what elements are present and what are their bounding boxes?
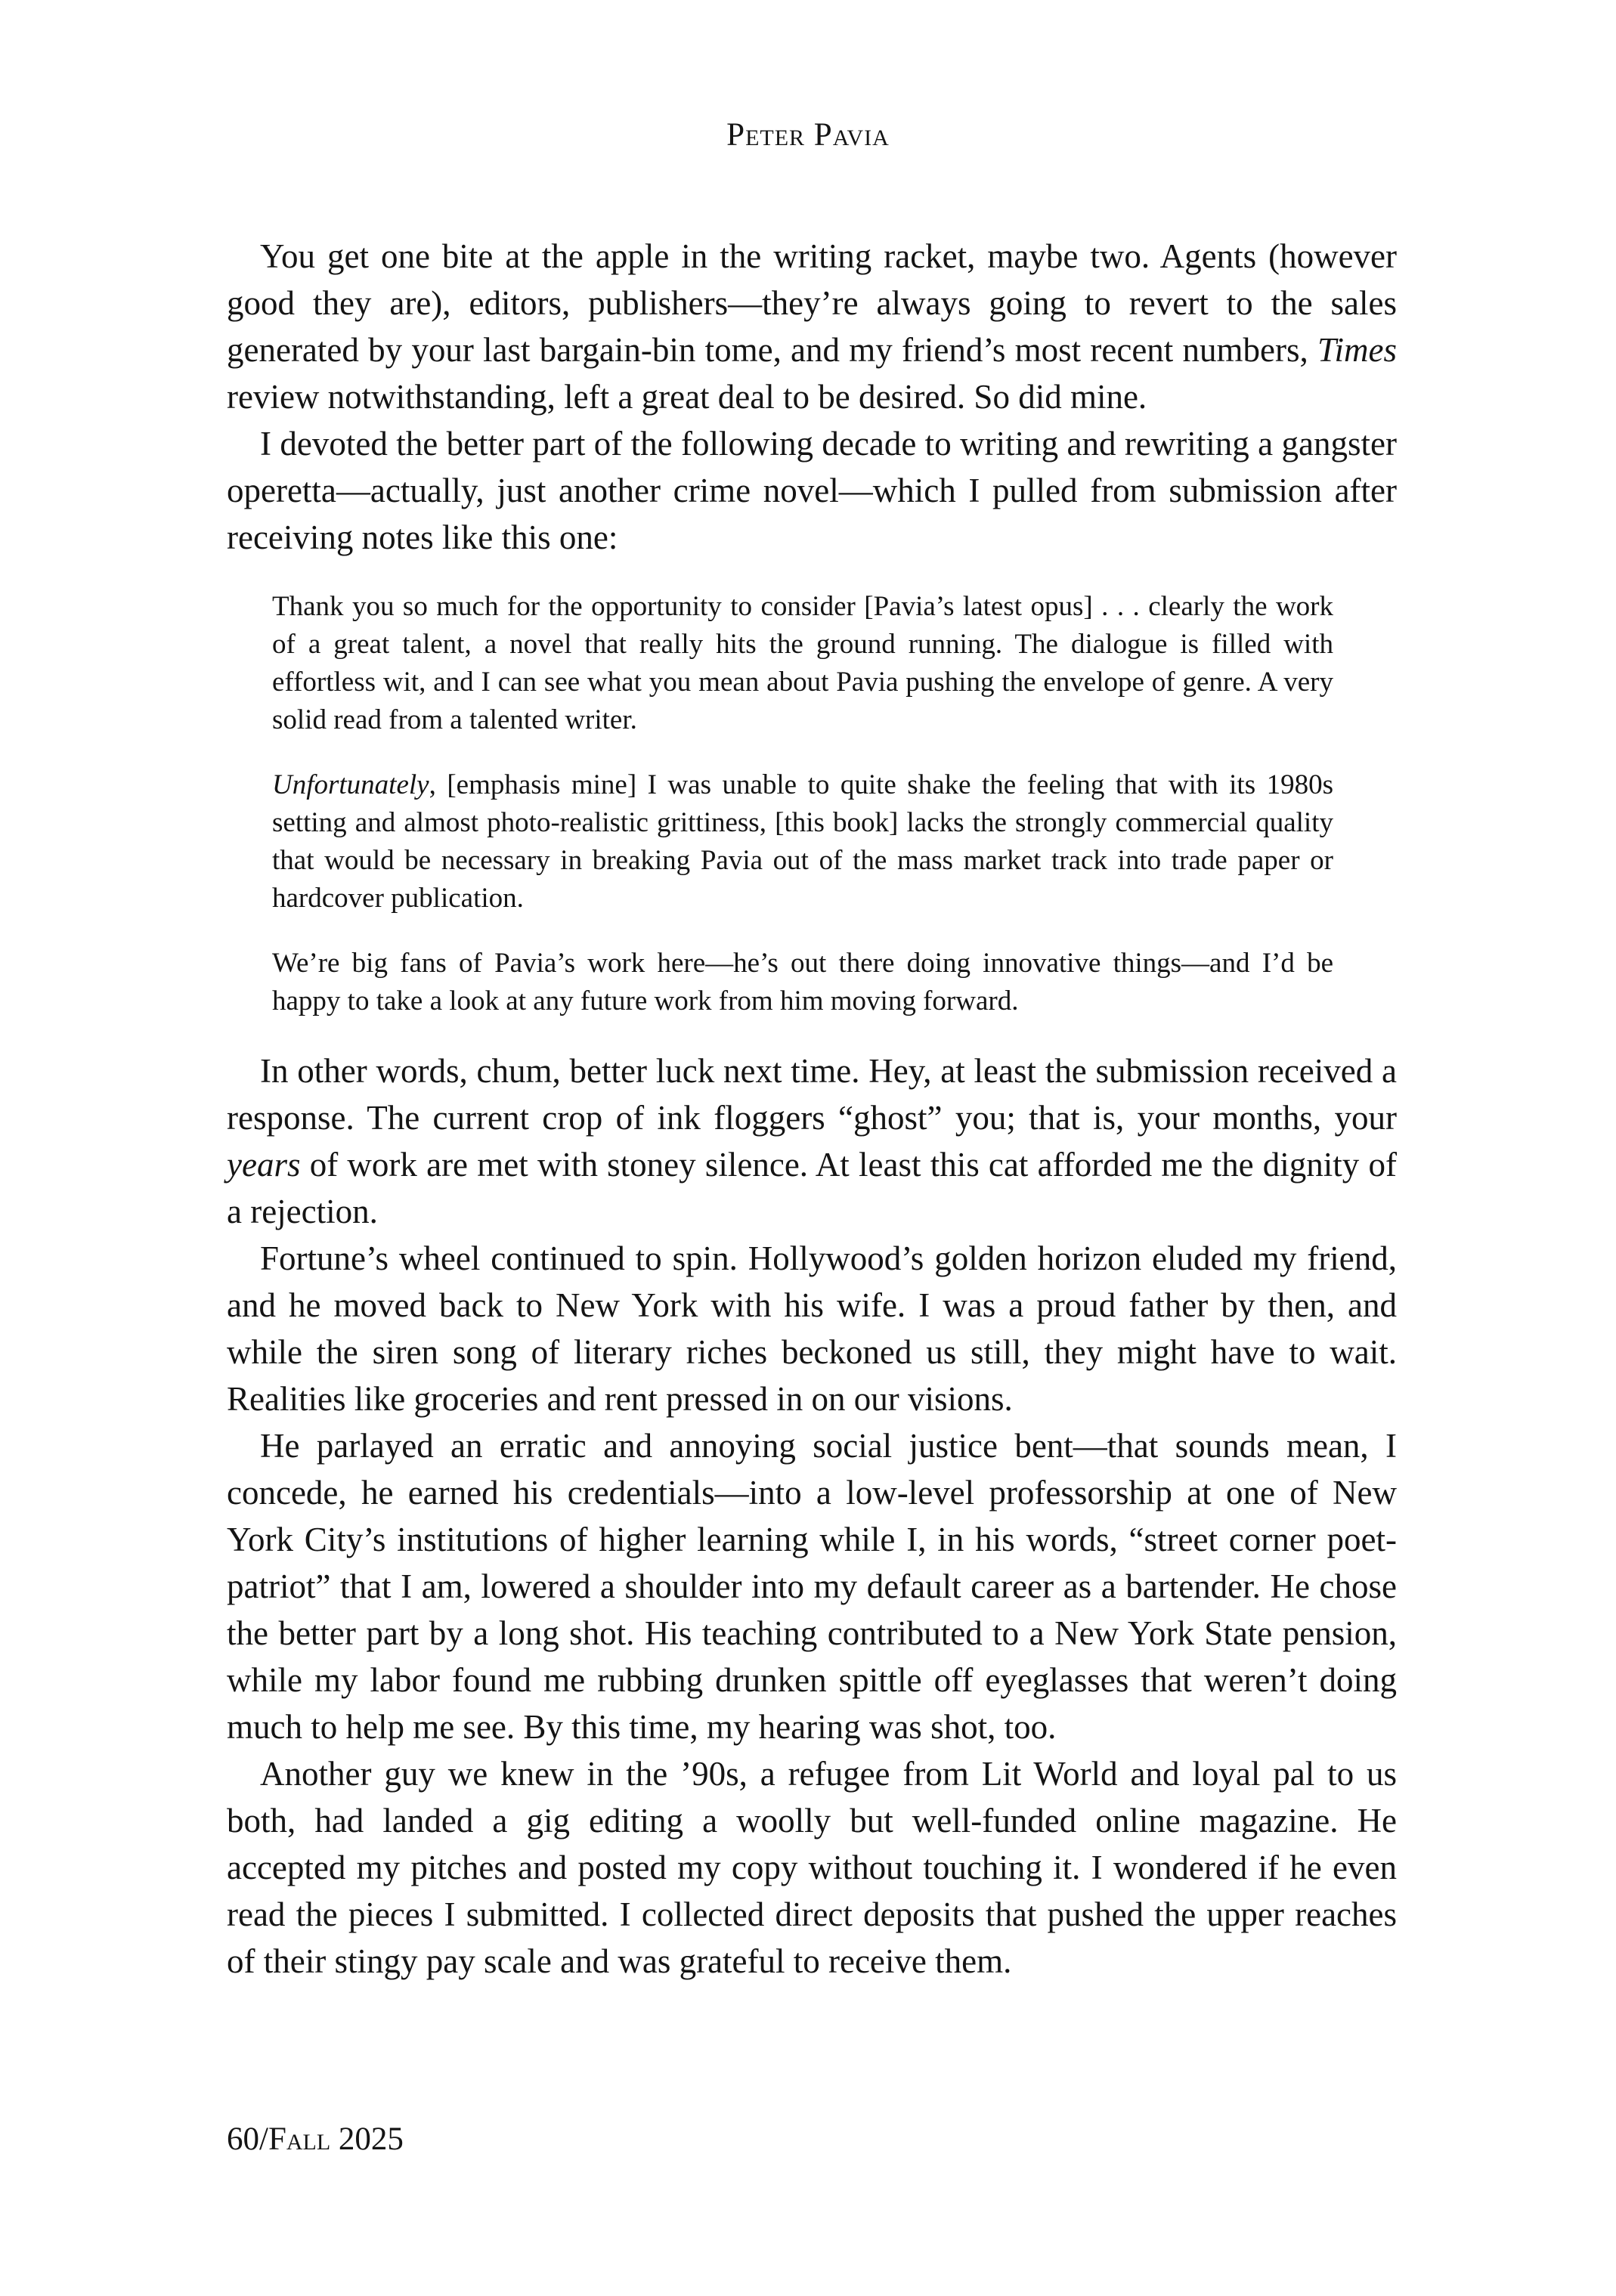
text-run: You get one bite at the apple in the writing racket, maybe two. Agents (however good they are), editors, publishers—they’re always going to revert to the sales generated by your last bargain-bin tome, and my friend’s most recent numbers, (227, 237, 1397, 369)
running-header-author: Peter Pavia (726, 117, 890, 153)
paragraph-another-guy (227, 1750, 1397, 1985)
folio-issue: 60/Fall 2025 (227, 2121, 404, 2157)
rejection-note-quote-1 (272, 588, 1333, 739)
text-run: Fortune’s wheel continued to spin. Hollywood’s golden horizon eluded my friend, and he moved back to New York with his wife. I was a proud father by then, and while the siren song of literary riches beckoned us still, they might have to wait. Realities like groceries and rent pressed in on our visions. (227, 1239, 1397, 1418)
text-run-italic-unfortunately: Unfortunately (272, 769, 429, 800)
paragraph-other-words (227, 1047, 1397, 1235)
paragraph-professorship (227, 1422, 1397, 1750)
text-run: He parlayed an erratic and annoying social justice bent—that sounds mean, I concede, he earned his credentials—into a low-level professorship at one of New York City’s institutions of higher learning while I, in his words, “street corner poet-patriot” that I am, lowered a shoulder into my default career as a bartender. He chose the better part by a long shot. His teaching contributed to a New York State pension, while my labor found me rubbing drunken spittle off eyeglasses that weren’t doing much to help me see. By this time, my hearing was shot, too. (227, 1427, 1397, 1746)
text-run: We’re big fans of Pavia’s work here—he’s out there doing innovative things—and I’d be happy to take a look at any future work from him moving forward. (272, 948, 1333, 1016)
paragraph-decade (227, 420, 1397, 561)
text-run: In other words, chum, better luck next time. Hey, at least the submission received a response. The current crop of ink floggers “ghost” you; that is, your months, your (227, 1052, 1397, 1137)
text-run-italic-times: Times (1317, 331, 1397, 369)
text-run: review notwithstanding, left a great deal to be desired. So did mine. (227, 378, 1147, 416)
rejection-note-quote-3 (272, 945, 1333, 1020)
rejection-note-quote-2 (272, 766, 1333, 917)
text-run: of work are met with stoney silence. At least this cat afforded me the dignity of a rejection. (227, 1146, 1397, 1230)
paragraph-opening (227, 233, 1397, 420)
text-run: Thank you so much for the opportunity to consider [Pavia’s latest opus] . . . clearly the work of a great talent, a novel that really hits the ground running. The dialogue is filled with effortless wit, and I can see what you mean about Pavia pushing the envelope of genre. A very solid read from a talented writer. (272, 591, 1333, 735)
article-body (227, 233, 1397, 1985)
text-run: , [emphasis mine] I was unable to quite shake the feeling that with its 1980s setting and almost photo-realistic grittiness, [this book] lacks the strongly commercial quality that would be necessary in breaking Pavia out of the mass market track into trade paper or hardcover publication. (272, 769, 1333, 914)
text-run-italic-years: years (227, 1146, 301, 1184)
text-run: Another guy we knew in the ’90s, a refugee from Lit World and loyal pal to us both, had landed a gig editing a woolly but well-funded online magazine. He accepted my pitches and posted my copy without touching it. I wondered if he even read the pieces I submitted. I collected direct deposits that pushed the upper reaches of their stingy pay scale and was grateful to receive them. (227, 1755, 1397, 1980)
text-run: I devoted the better part of the following decade to writing and rewriting a gangster operetta—actually, just another crime novel—which I pulled from submission after receiving notes like this one: (227, 425, 1397, 556)
paragraph-fortunes-wheel (227, 1235, 1397, 1422)
